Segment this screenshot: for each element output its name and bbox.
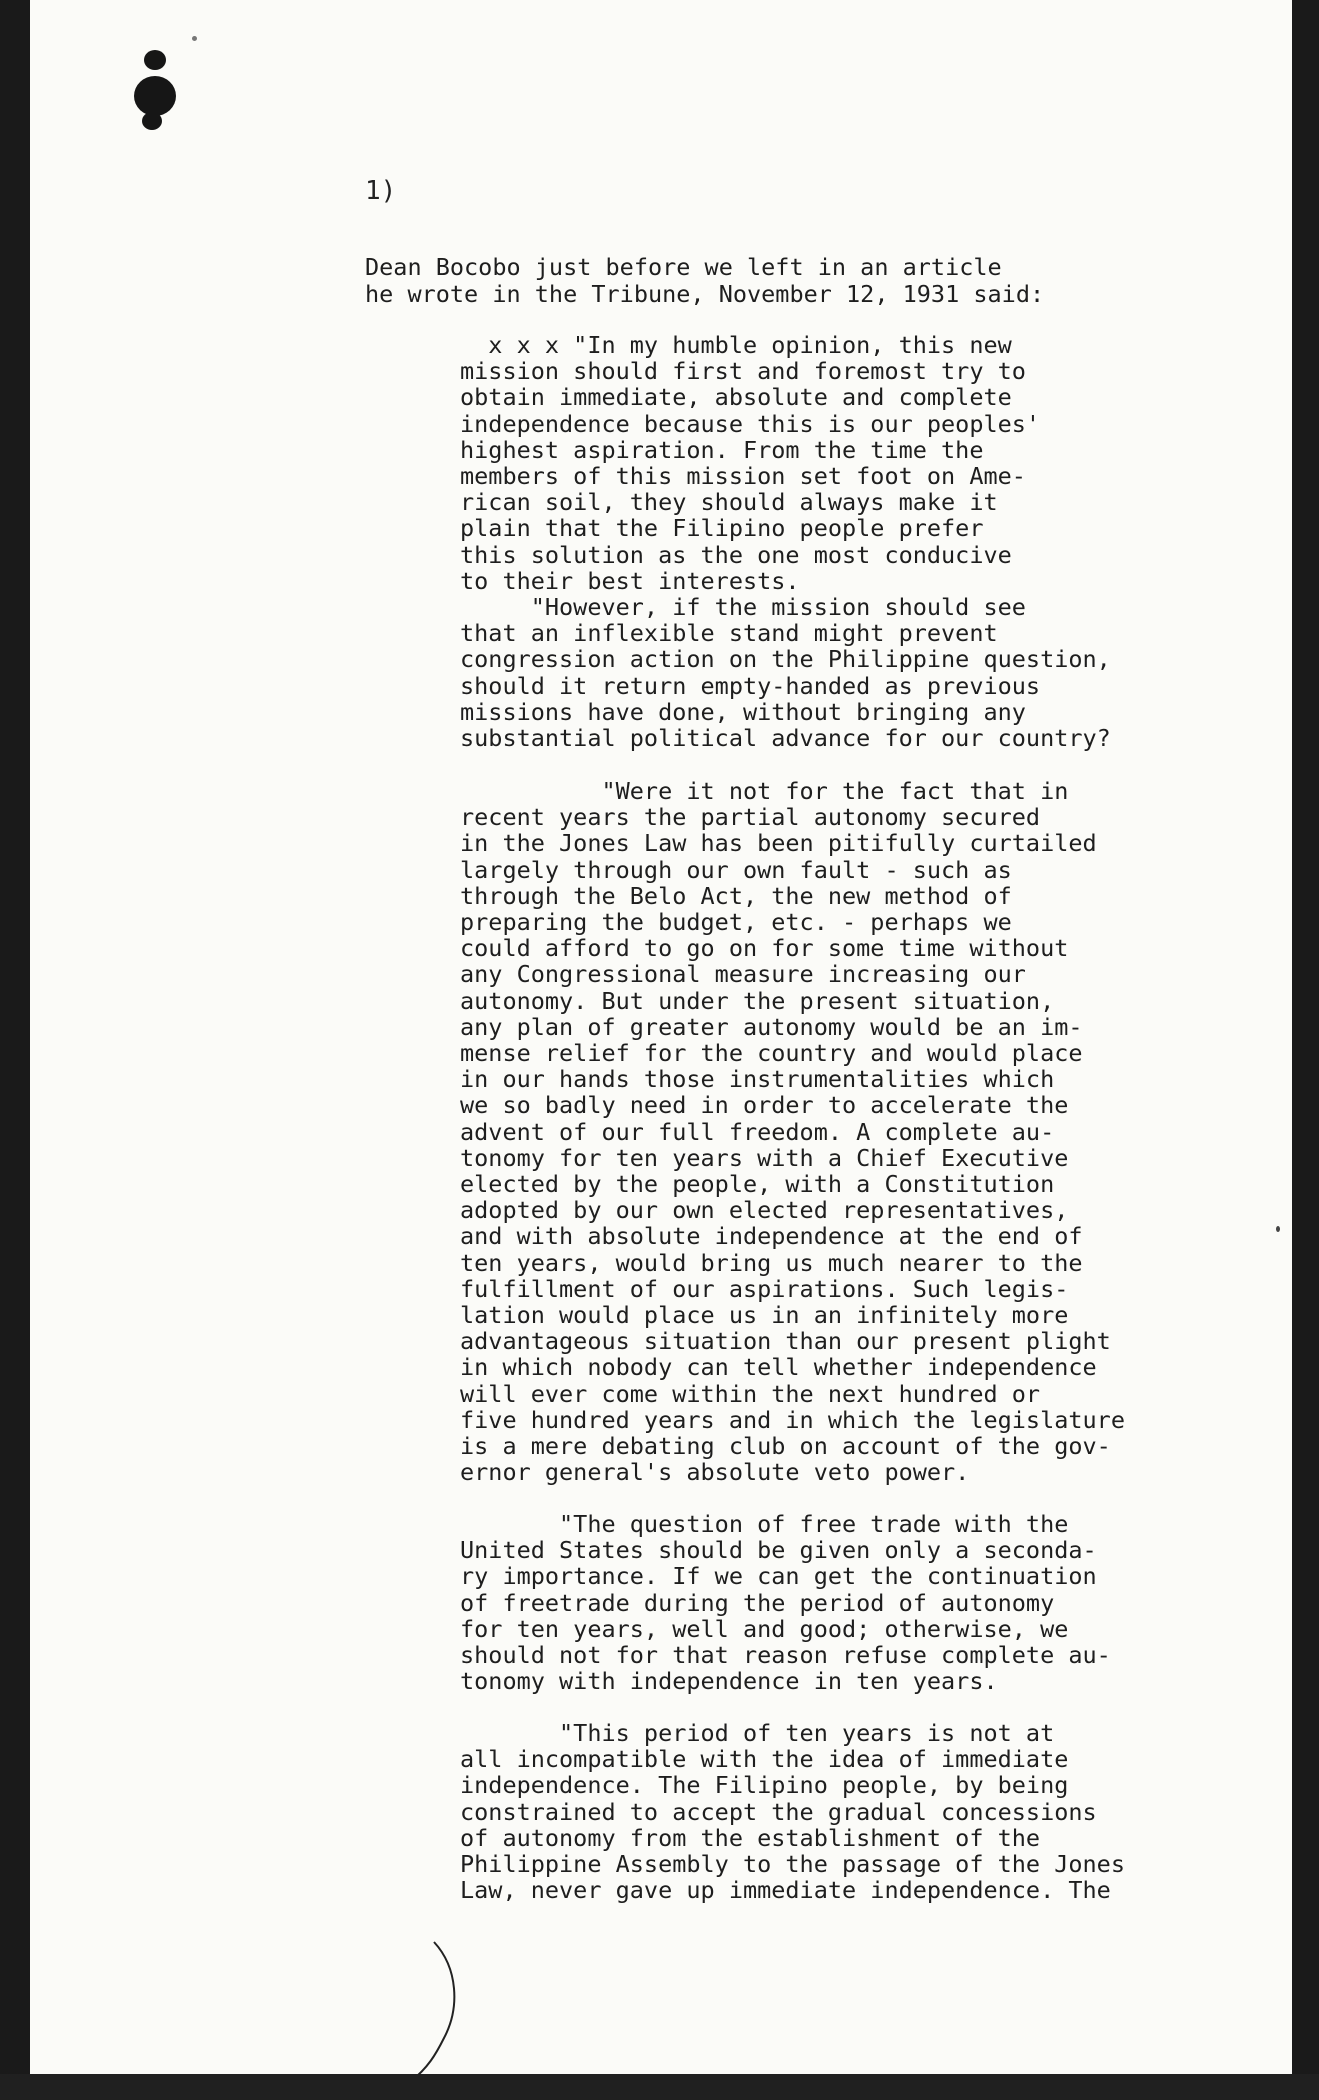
quote-line: that an inflexible stand might prevent bbox=[460, 619, 998, 648]
quote-line: could afford to go on for some time without bbox=[460, 934, 1069, 963]
quote-line: ten years, would bring us much nearer to the bbox=[460, 1248, 1083, 1277]
quote-line: tonomy with independence in ten years. bbox=[460, 1667, 998, 1696]
quote-paragraph-3 bbox=[460, 778, 1240, 1485]
quote-line: recent years the partial autonomy secured bbox=[460, 803, 1041, 832]
quote-line: five hundred years and in which the legislature bbox=[460, 1405, 1125, 1434]
page-number: 1) bbox=[365, 176, 397, 206]
stray-ink-mark bbox=[1276, 1226, 1280, 1232]
handwritten-stroke bbox=[400, 1938, 480, 2088]
quote-line: ry importance. If we can get the continuation bbox=[460, 1562, 1097, 1591]
quote-line: in which nobody can tell whether independence bbox=[460, 1353, 1097, 1382]
quote-line: elected by the people, with a Constitution bbox=[460, 1170, 1055, 1199]
quote-line: autonomy. But under the present situation, bbox=[460, 986, 1055, 1015]
quote-paragraph-1 bbox=[460, 332, 1240, 594]
quote-line: should it return empty-handed as previous bbox=[460, 671, 1041, 700]
quote-line: congression action on the Philippine question, bbox=[460, 645, 1111, 674]
quote-paragraph-5 bbox=[460, 1720, 1240, 1903]
scan-border bbox=[0, 2074, 1319, 2100]
intro-line: Dean Bocobo just before we left in an article bbox=[365, 253, 1002, 281]
quote-line: of autonomy from the establishment of the bbox=[460, 1823, 1041, 1852]
quote-line: United States should be given only a seconda- bbox=[460, 1536, 1097, 1565]
quote-line: in our hands those instrumentalities which bbox=[460, 1065, 1055, 1094]
quote-line: mense relief for the country and would place bbox=[460, 1039, 1083, 1068]
quote-line: Philippine Assembly to the passage of the Jones bbox=[460, 1850, 1125, 1879]
quote-line: obtain immediate, absolute and complete bbox=[460, 383, 1012, 412]
quote-line: fulfillment of our aspirations. Such legis- bbox=[460, 1274, 1069, 1303]
quote-paragraph-4 bbox=[460, 1511, 1240, 1694]
intro-text bbox=[365, 254, 1044, 308]
quote-line: and with absolute independence at the end of bbox=[460, 1222, 1083, 1251]
quote-line: all incompatible with the idea of immediate bbox=[460, 1745, 1069, 1774]
quote-line: highest aspiration. From the time the bbox=[460, 435, 984, 464]
quote-line: "Were it not for the fact that in bbox=[460, 777, 1069, 805]
quote-line: tonomy for ten years with a Chief Executive bbox=[460, 1143, 1069, 1172]
quote-line: to their best interests. bbox=[460, 566, 800, 595]
quote-line: this solution as the one most conducive bbox=[460, 540, 1012, 569]
punch-hole-middle bbox=[134, 76, 176, 116]
quote-line: adopted by our own elected representatives, bbox=[460, 1196, 1069, 1225]
quote-line: advent of our full freedom. A complete au- bbox=[460, 1117, 1055, 1146]
quote-line: any plan of greater autonomy would be an im- bbox=[460, 1012, 1083, 1041]
punch-hole-top bbox=[144, 50, 166, 70]
quote-line: preparing the budget, etc. - perhaps we bbox=[460, 908, 1012, 937]
quote-line: lation would place us in an infinitely more bbox=[460, 1301, 1069, 1330]
quote-line: substantial political advance for our country? bbox=[460, 724, 1111, 753]
quote-line: independence. The Filipino people, by being bbox=[460, 1771, 1069, 1800]
quote-line: x x x "In my humble opinion, this new bbox=[460, 331, 1012, 359]
quote-line: any Congressional measure increasing our bbox=[460, 960, 1026, 989]
quote-line: "This period of ten years is not at bbox=[460, 1719, 1055, 1747]
quote-line: advantageous situation than our present plight bbox=[460, 1327, 1111, 1356]
quote-line: should not for that reason refuse complete au- bbox=[460, 1641, 1111, 1670]
quote-line: for ten years, well and good; otherwise, we bbox=[460, 1614, 1069, 1643]
quote-line: missions have done, without bringing any bbox=[460, 697, 1026, 726]
quote-line: largely through our own fault - such as bbox=[460, 855, 1012, 884]
quote-line: members of this mission set foot on Ame- bbox=[460, 462, 1026, 491]
quote-line: we so badly need in order to accelerate the bbox=[460, 1091, 1069, 1120]
punch-hole-bottom bbox=[142, 112, 162, 130]
quote-paragraph-2 bbox=[460, 594, 1240, 751]
quote-line: Law, never gave up immediate independence. The bbox=[460, 1876, 1111, 1905]
quote-line: independence because this is our peoples' bbox=[460, 409, 1041, 438]
quote-line: "The question of free trade with the bbox=[460, 1510, 1069, 1538]
quote-line: ernor general's absolute veto power. bbox=[460, 1458, 970, 1487]
quote-line: will ever come within the next hundred or bbox=[460, 1379, 1041, 1408]
quote-line: rican soil, they should always make it bbox=[460, 488, 998, 517]
quote-line: is a mere debating club on account of the gov- bbox=[460, 1432, 1111, 1461]
quote-line: mission should first and foremost try to bbox=[460, 357, 1026, 386]
quote-line: plain that the Filipino people prefer bbox=[460, 514, 984, 543]
quote-line: "However, if the mission should see bbox=[460, 593, 1026, 621]
intro-line: he wrote in the Tribune, November 12, 1931 said: bbox=[365, 280, 1045, 308]
corner-mark bbox=[192, 36, 197, 41]
quote-line: of freetrade during the period of autonomy bbox=[460, 1588, 1055, 1617]
quote-line: constrained to accept the gradual concessions bbox=[460, 1797, 1097, 1826]
quote-line: through the Belo Act, the new method of bbox=[460, 881, 1012, 910]
quote-line: in the Jones Law has been pitifully curtailed bbox=[460, 829, 1097, 858]
document-page bbox=[30, 0, 1292, 2074]
